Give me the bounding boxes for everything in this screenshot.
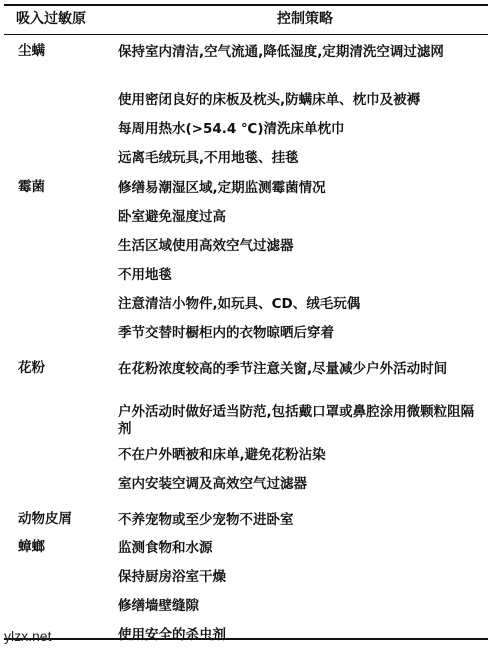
measure-item: 修缮墙壁缝隙 — [118, 598, 199, 614]
measure-item: 监测食物和水源 — [118, 540, 213, 556]
measure-item: 使用密闭良好的床板及枕头,防螨床单、枕巾及被褥 — [118, 92, 421, 108]
measure-item: 室内安装空调及高效空气过滤器 — [118, 476, 307, 492]
measure-item: 卧室避免湿度过高 — [118, 209, 226, 225]
measure-item: 使用安全的杀虫剂 — [118, 627, 226, 643]
header-rule — [4, 34, 488, 35]
measure-item: 保持厨房浴室干燥 — [118, 569, 226, 585]
header-strategy: 控制策略 — [277, 11, 333, 27]
category-dust-mite: 尘螨 — [18, 43, 45, 59]
category-pollen: 花粉 — [18, 360, 45, 376]
measure-item: 修缮易潮湿区域,定期监测霉菌情况 — [118, 180, 326, 196]
measure-item: 保持室内清洁,空气流通,降低湿度,定期清洗空调过滤网 — [118, 44, 444, 60]
watermark: ylzx.net — [4, 628, 52, 644]
header-allergen: 吸入过敏原 — [16, 11, 86, 27]
category-animal-dander: 动物皮屑 — [18, 511, 72, 527]
measure-item: 每周用热水(>54.4 ℃)清洗床单枕巾 — [118, 121, 345, 137]
measure-item: 远离毛绒玩具,不用地毯、挂毯 — [118, 150, 299, 166]
measure-item: 注意清洁小物件,如玩具、CD、绒毛玩偶 — [118, 296, 361, 312]
category-mold: 霉菌 — [18, 179, 45, 195]
top-rule — [4, 4, 488, 6]
measure-item: 不养宠物或至少宠物不进卧室 — [118, 512, 294, 528]
measure-item: 在花粉浓度较高的季节注意关窗,尽量减少户外活动时间 — [118, 361, 448, 377]
measure-item: 不在户外晒被和床单,避免花粉沾染 — [118, 447, 326, 463]
measure-item: 户外活动时做好适当防范,包括戴口罩或鼻腔涂用微颗粒阻隔剂 — [118, 404, 475, 437]
category-cockroach: 蟑螂 — [18, 539, 45, 555]
measure-item: 季节交替时橱柜内的衣物晾晒后穿着 — [118, 325, 334, 341]
measure-item: 不用地毯 — [118, 267, 172, 283]
measure-item: 生活区域使用高效空气过滤器 — [118, 238, 294, 254]
allergen-control-table — [4, 4, 488, 643]
bottom-rule — [4, 638, 488, 640]
